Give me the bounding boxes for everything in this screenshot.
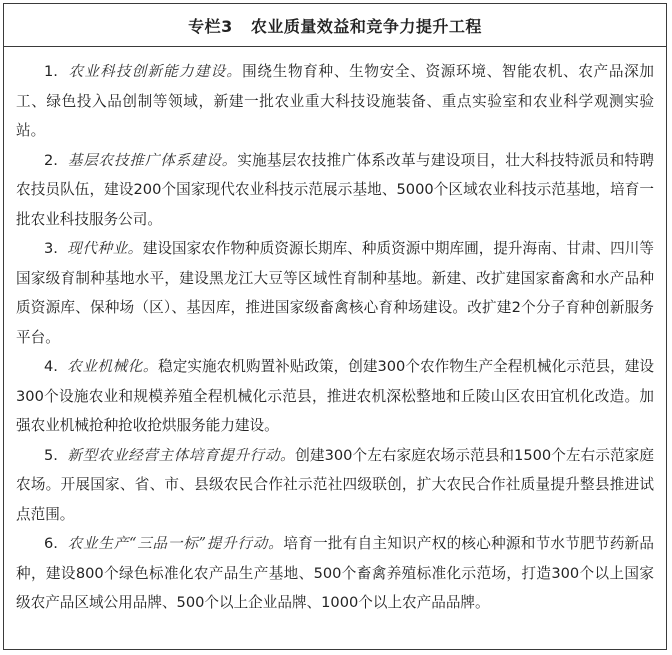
item-number: 5.: [44, 446, 58, 464]
item-number: 3.: [44, 240, 58, 257]
item-lead: 农业科技创新能力建设。: [68, 63, 243, 80]
item-body: 创建300个左右家庭农场示范县和1500个左右示范家庭农场。开展国家、省、市、县级农民合作社示范社四级联创，扩大农民合作社质量提升整县推进试点范围。: [16, 446, 655, 523]
item-body: 建设国家农作物种质资源长期库、种质资源中期库圃，提升海南、甘肃、四川等国家级育制种基地水平，建设黑龙江大豆等区域性育制种基地。新建、改扩建国家畜禽和水产品种质资源库、保种场（区）、基因库，推进国家级畜禽核心育种场建设。改扩建2个分子育种创新服务平台。: [16, 240, 654, 346]
item-lead: 新型农业经营主体培育提升行动。: [67, 446, 296, 464]
box-label: 专栏3: [188, 16, 233, 36]
item-lead: 农业机械化。: [67, 358, 159, 375]
box-title: [4, 4, 666, 47]
item-body: 围绕生物育种、生物安全、资源环境、智能农机、农产品深加工、绿色投入品创制等领域，新建一批农业重大科技设施装备、重点实验室和农业科学观测实验站。: [16, 63, 654, 139]
box-title-text: 农业质量效益和竞争力提升工程: [250, 16, 482, 36]
box-content: [4, 47, 666, 618]
item-number: 1.: [44, 63, 58, 80]
list-item: [16, 529, 654, 618]
item-number: 2.: [44, 151, 58, 169]
list-item: [16, 146, 654, 235]
item-number: 6.: [44, 535, 58, 552]
item-lead: 基层农技推广体系建设。: [67, 151, 238, 169]
item-body: 稳定实施农机购置补贴政策，创建300个农作物生产全程机械化示范县，建设300个设施农业和规模养殖全程机械化示范县，推进农机深松整地和丘陵山区农田宜机化改造。加强农业机械抢种抢收抢烘服务能力建设。: [16, 358, 654, 434]
item-body: 实施基层农技推广体系改革与建设项目，壮大科技特派员和特聘农技员队伍，建设200个国家现代农业科技示范展示基地、5000个区域农业科技示范基地，培育一批农业科技服务公司。: [16, 151, 654, 228]
list-item: [16, 57, 654, 146]
item-number: 4.: [44, 358, 58, 375]
feature-box: [3, 3, 667, 650]
list-item: [16, 352, 654, 441]
list-item: [16, 234, 654, 352]
item-lead: 现代种业。: [67, 240, 143, 257]
item-body: 培育一批有自主知识产权的核心种源和节水节肥节药新品种，建设800个绿色标准化农产品生产基地、500个畜禽养殖标准化示范场，打造300个以上国家级农产品区域公用品牌、500个以上企业品牌、1000个以上农产品品牌。: [16, 535, 654, 611]
list-item: [16, 441, 654, 530]
item-lead: 农业生产“三品一标”提升行动。: [67, 535, 284, 552]
